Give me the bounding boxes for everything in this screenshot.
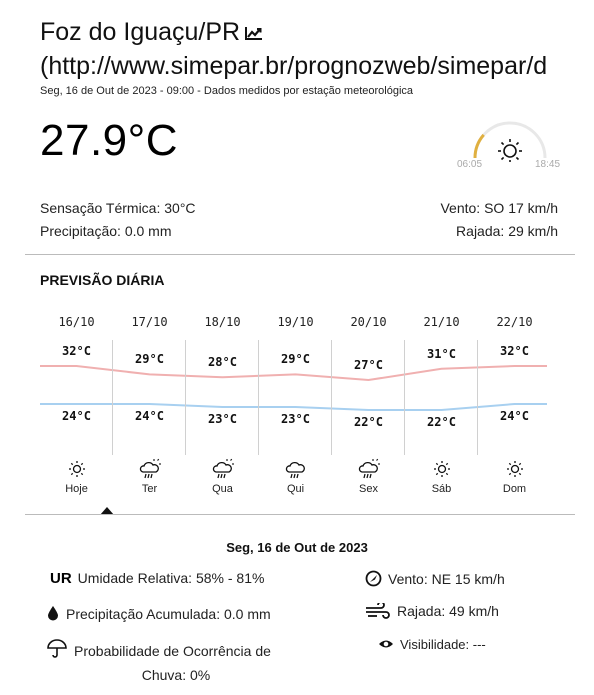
- forecast-day-qua[interactable]: [186, 300, 259, 510]
- humidity-row: [50, 570, 264, 587]
- humidity-value: Umidade Relativa: 58% - 81%: [77, 570, 265, 586]
- forecast-max: 29°C: [135, 352, 164, 367]
- forecast-min: 24°C: [62, 409, 91, 423]
- forecast-max: 32°C: [500, 344, 529, 358]
- station-name: Foz do Iguaçu/PR: [40, 18, 241, 46]
- daily-forecast-strip[interactable]: [40, 300, 547, 510]
- forecast-date: 19/10: [277, 315, 314, 329]
- rain-cloud-icon: [285, 458, 307, 480]
- forecast-day-name: Dom: [502, 483, 527, 495]
- forecast-day-hoje[interactable]: [40, 300, 113, 510]
- ur-label: UR: [50, 570, 72, 587]
- forecast-date: 22/10: [496, 315, 533, 329]
- forecast-day-dom[interactable]: [478, 300, 547, 510]
- compass-icon: [365, 570, 382, 587]
- sunrise-time: 06:05: [457, 159, 483, 170]
- forecast-day-sáb[interactable]: [405, 300, 478, 510]
- umbrella-icon: [46, 639, 68, 659]
- current-gust: Rajada: 29 km/h: [456, 223, 558, 239]
- station-title: [40, 16, 580, 83]
- forecast-max: 29°C: [281, 352, 310, 367]
- forecast-max: 31°C: [427, 346, 456, 361]
- station-url[interactable]: (http://www.simepar.br/prognozweb/simepar/d: [40, 51, 548, 80]
- rain-prob-line2: Chuva: 0%: [141, 667, 211, 683]
- forecast-day-ter[interactable]: [113, 300, 186, 510]
- sun-progress-arc: [475, 135, 484, 158]
- forecast-day-name: Sáb: [431, 483, 452, 495]
- forecast-min: 23°C: [281, 412, 310, 426]
- forecast-max: 27°C: [354, 358, 383, 372]
- forecast-date: 20/10: [350, 315, 387, 329]
- daily-forecast-title: PREVISÃO DIÁRIA: [40, 272, 165, 288]
- rain-prob-line1: Probabilidade de Ocorrência de: [74, 643, 271, 659]
- current-temperature: 27.9°C: [40, 116, 179, 165]
- forecast-min: 23°C: [208, 412, 237, 426]
- forecast-day-name: Hoje: [65, 483, 88, 495]
- forecast-day-sex[interactable]: [332, 300, 405, 510]
- detail-wind-value: Vento: NE 15 km/h: [388, 571, 505, 587]
- current-precipitation: Precipitação: 0.0 mm: [40, 223, 172, 239]
- visibility-value: Visibilidade: ---: [400, 637, 486, 652]
- detail-wind-row: [365, 570, 505, 587]
- rain-sun-icon: [358, 458, 380, 480]
- rain-sun-icon: [139, 458, 161, 480]
- forecast-min: 22°C: [427, 415, 456, 429]
- divider-top: [25, 254, 575, 255]
- forecast-min: 24°C: [500, 409, 529, 423]
- sun-icon: [431, 458, 453, 480]
- forecast-date: 16/10: [58, 315, 95, 329]
- forecast-day-name: Ter: [141, 483, 158, 495]
- forecast-day-name: Qui: [286, 483, 305, 495]
- precip-acc-value: Precipitação Acumulada: 0.0 mm: [66, 606, 271, 622]
- gust-icon: [365, 603, 391, 619]
- sun-icon: [498, 139, 522, 162]
- forecast-day-qui[interactable]: [259, 300, 332, 510]
- drop-icon: [46, 605, 60, 621]
- forecast-day-name: Sex: [359, 483, 378, 495]
- detail-gust-value: Rajada: 49 km/h: [397, 603, 499, 619]
- visibility-row: [378, 637, 486, 652]
- eye-icon: [378, 638, 394, 650]
- forecast-max: 28°C: [208, 355, 237, 370]
- divider-bottom: [25, 514, 575, 515]
- sun-path-widget: [455, 112, 560, 172]
- sun-icon: [504, 458, 526, 480]
- forecast-min: 24°C: [135, 409, 164, 423]
- forecast-date: 18/10: [204, 315, 241, 329]
- forecast-date: 17/10: [131, 315, 168, 329]
- forecast-min: 22°C: [354, 415, 383, 429]
- sunset-time: 18:45: [535, 159, 561, 170]
- sun-icon: [66, 458, 88, 480]
- feels-like: Sensação Térmica: 30°C: [40, 200, 196, 216]
- forecast-max: 32°C: [62, 344, 91, 358]
- rain-prob-row: [46, 639, 286, 687]
- current-wind: Vento: SO 17 km/h: [440, 200, 558, 216]
- precip-acc-row: [46, 605, 271, 622]
- detail-date: Seg, 16 de Out de 2023: [226, 540, 368, 555]
- rain-sun-icon: [212, 458, 234, 480]
- detail-gust-row: [365, 603, 499, 619]
- trend-chart-icon[interactable]: [244, 17, 264, 50]
- forecast-day-name: Qua: [212, 483, 233, 495]
- forecast-date: 21/10: [423, 315, 460, 329]
- observation-subtitle: Seg, 16 de Out de 2023 - 09:00 - Dados medidos por estação meteorológica: [40, 85, 414, 97]
